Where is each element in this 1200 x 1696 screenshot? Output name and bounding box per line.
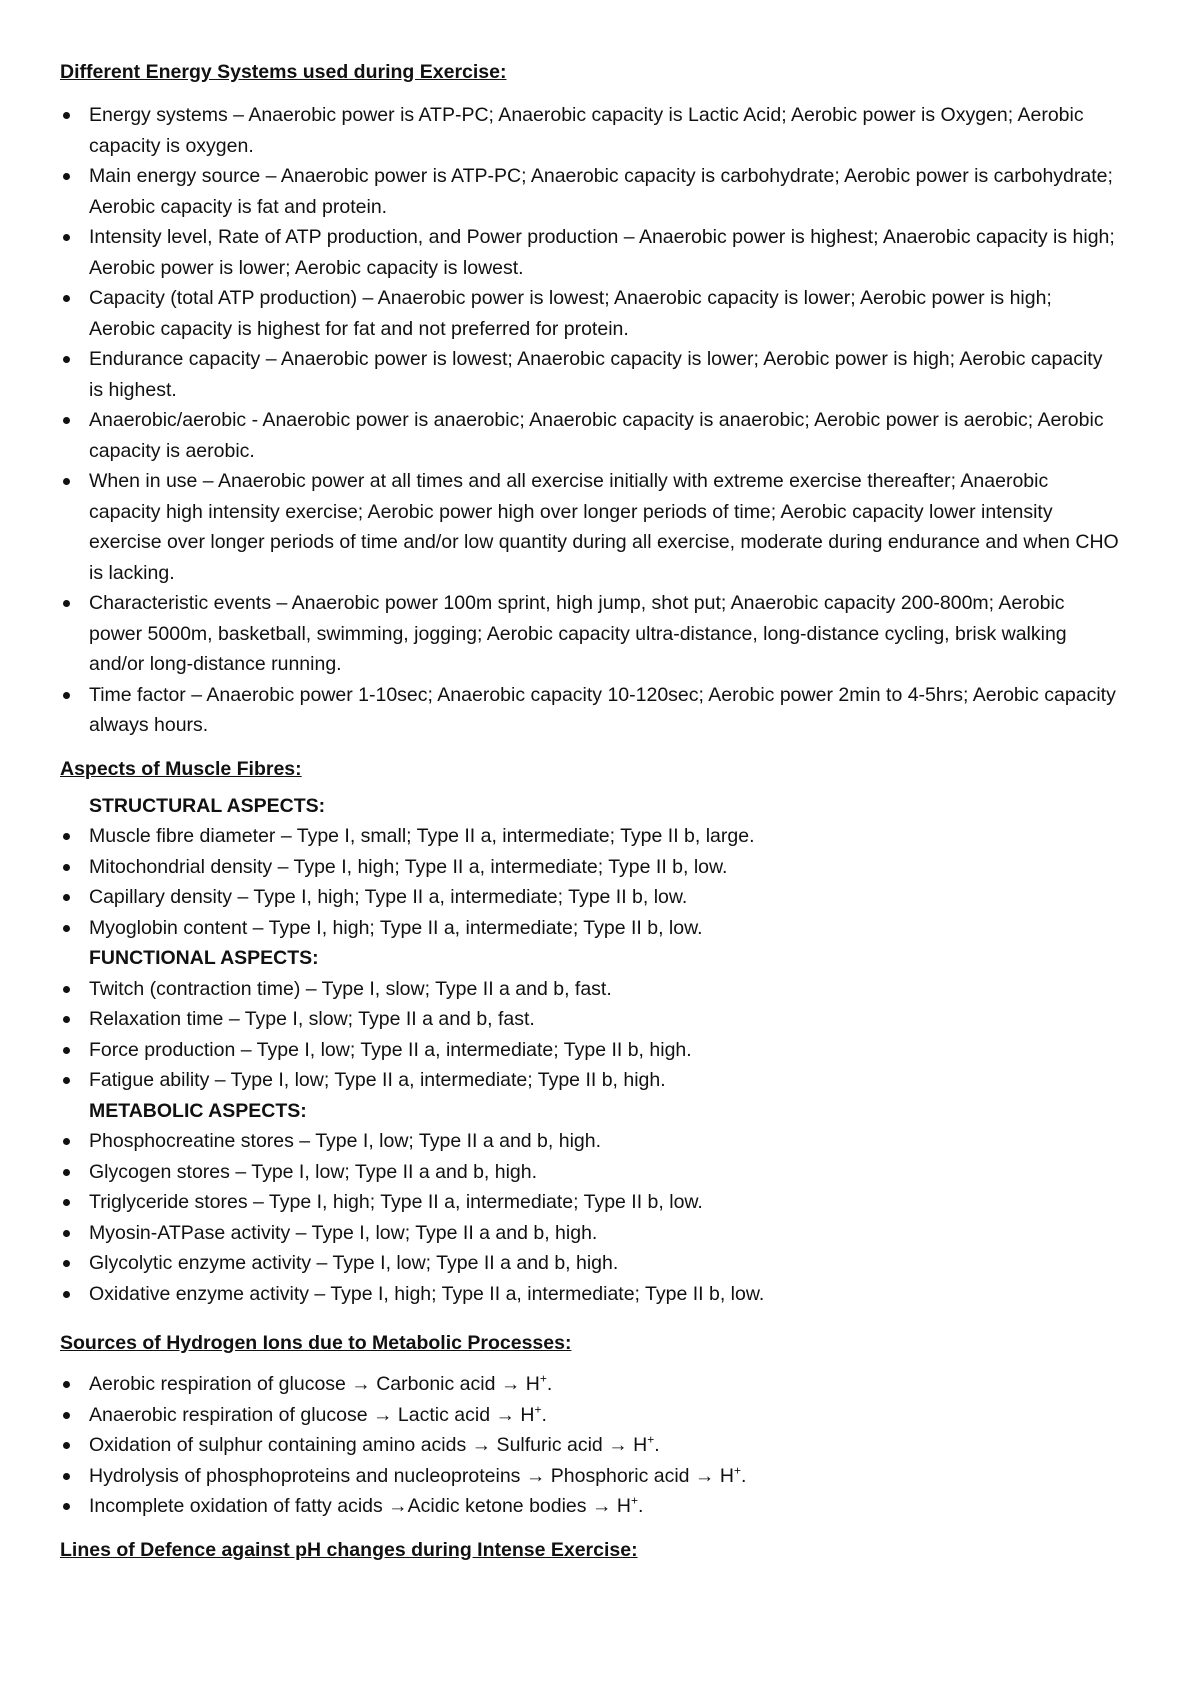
- list-item: Glycolytic enzyme activity – Type I, low; Type II a and b, high.: [60, 1248, 1120, 1279]
- list-item: Muscle fibre diameter – Type I, small; Type II a, intermediate; Type II b, large.: [60, 821, 1120, 852]
- list-item: Anaerobic respiration of glucose → Lactic acid → H+.: [60, 1400, 1120, 1431]
- list-item: Oxidation of sulphur containing amino acids → Sulfuric acid → H+.: [60, 1430, 1120, 1461]
- ion-charge: +: [534, 1402, 542, 1416]
- list-item: Main energy source – Anaerobic power is ATP-PC; Anaerobic capacity is carbohydrate; Aerobic power is carbohydrate; Aerobic capacity is fat and protein.: [60, 161, 1120, 222]
- list-item: Phosphocreatine stores – Type I, low; Type II a and b, high.: [60, 1126, 1120, 1157]
- list-item-text: Anaerobic respiration of glucose → Lactic acid →: [89, 1403, 515, 1426]
- list-item-text: Hydrolysis of phosphoproteins and nucleoproteins → Phosphoric acid →: [89, 1464, 715, 1487]
- list-item: Energy systems – Anaerobic power is ATP-PC; Anaerobic capacity is Lactic Acid; Aerobic power is Oxygen; Aerobic capacity is oxygen.: [60, 100, 1120, 161]
- energy-systems-list: [60, 100, 1120, 741]
- energy-systems-heading: Different Energy Systems used during Exercise:: [60, 61, 507, 83]
- list-item: Time factor – Anaerobic power 1-10sec; Anaerobic capacity 10-120sec; Aerobic power 2min to 4-5hrs; Aerobic capacity always hours.: [60, 680, 1120, 741]
- list-item: Endurance capacity – Anaerobic power is lowest; Anaerobic capacity is lower; Aerobic power is high; Aerobic capacity is highest.: [60, 344, 1120, 405]
- list-item: Relaxation time – Type I, slow; Type II a and b, fast.: [60, 1004, 1120, 1035]
- functional-aspects-title: FUNCTIONAL ASPECTS:: [89, 947, 319, 969]
- defence-section: [60, 1536, 1120, 1564]
- metabolic-aspects-list: [60, 1126, 1120, 1309]
- list-item: Capacity (total ATP production) – Anaerobic power is lowest; Anaerobic capacity is lower; Aerobic power is high; Aerobic capacity is highest for fat and not preferred for protein.: [60, 283, 1120, 344]
- list-item-text: Aerobic respiration of glucose → Carbonic acid →: [89, 1373, 521, 1395]
- list-item-text: Oxidation of sulphur containing amino acids → Sulfuric acid →: [89, 1434, 628, 1456]
- list-item: Hydrolysis of phosphoproteins and nucleoproteins → Phosphoric acid → H+.: [60, 1461, 1120, 1492]
- hydrogen-ion: H: [633, 1434, 648, 1456]
- muscle-fibres-heading: Aspects of Muscle Fibres:: [60, 757, 302, 780]
- list-item: Fatigue ability – Type I, low; Type II a, intermediate; Type II b, high.: [60, 1065, 1120, 1096]
- list-item: Incomplete oxidation of fatty acids →Acidic ketone bodies → H+.: [60, 1491, 1120, 1522]
- list-item: Mitochondrial density – Type I, high; Type II a, intermediate; Type II b, low.: [60, 852, 1120, 883]
- list-item: Characteristic events – Anaerobic power 100m sprint, high jump, shot put; Anaerobic capacity 200-800m; Aerobic power 5000m, basketball, swimming, jogging; Aerobic capacity ultra-distance, long-distance cycling, brisk walking and/or long-distance running.: [60, 588, 1120, 680]
- hydrogen-ion: H: [719, 1464, 734, 1487]
- muscle-fibres-section: [60, 755, 1120, 1310]
- hydrogen-ion: H: [525, 1373, 540, 1395]
- energy-systems-section: [60, 58, 1120, 741]
- list-item: Intensity level, Rate of ATP production, and Power production – Anaerobic power is highest; Anaerobic capacity is high; Aerobic power is lower; Aerobic capacity is lowest.: [60, 222, 1120, 283]
- ion-charge: +: [630, 1493, 638, 1508]
- hydrogen-ions-section: [60, 1329, 1120, 1522]
- list-item: Capillary density – Type I, high; Type II a, intermediate; Type II b, low.: [60, 882, 1120, 913]
- structural-aspects-list: [60, 821, 1120, 943]
- list-item: Myosin-ATPase activity – Type I, low; Type II a and b, high.: [60, 1218, 1120, 1249]
- hydrogen-ion: H: [616, 1495, 631, 1517]
- list-item: Triglyceride stores – Type I, high; Type II a, intermediate; Type II b, low.: [60, 1187, 1120, 1218]
- hydrogen-ion: H: [520, 1403, 535, 1426]
- ion-charge: +: [647, 1432, 655, 1447]
- list-item: Anaerobic/aerobic - Anaerobic power is anaerobic; Anaerobic capacity is anaerobic; Aerobic power is aerobic; Aerobic capacity is aerobic.: [60, 405, 1120, 466]
- hydrogen-ions-heading: Sources of Hydrogen Ions due to Metabolic Processes:: [60, 1332, 572, 1354]
- defence-heading: Lines of Defence against pH changes during Intense Exercise:: [60, 1538, 638, 1561]
- structural-aspects-title: STRUCTURAL ASPECTS:: [89, 794, 326, 817]
- functional-aspects-list: [60, 974, 1120, 1096]
- hydrogen-ions-list: [60, 1369, 1120, 1522]
- list-item: Twitch (contraction time) – Type I, slow; Type II a and b, fast.: [60, 974, 1120, 1005]
- list-item-text: Incomplete oxidation of fatty acids →Acidic ketone bodies →: [89, 1495, 612, 1517]
- ion-charge: +: [733, 1463, 741, 1477]
- list-item: Aerobic respiration of glucose → Carbonic acid → H+.: [60, 1369, 1120, 1400]
- metabolic-aspects-title: METABOLIC ASPECTS:: [89, 1099, 307, 1122]
- list-item: Myoglobin content – Type I, high; Type II a, intermediate; Type II b, low.: [60, 913, 1120, 944]
- list-item: When in use – Anaerobic power at all times and all exercise initially with extreme exercise thereafter; Anaerobic capacity high intensity exercise; Aerobic power high over longer periods of time; Aerobic capacity lower intensity exercise over longer periods of time and/or low quantity during all exercise, moderate during endurance and when CHO is lacking.: [60, 466, 1120, 588]
- ion-charge: +: [539, 1371, 547, 1386]
- list-item: Glycogen stores – Type I, low; Type II a and b, high.: [60, 1157, 1120, 1188]
- list-item: Oxidative enzyme activity – Type I, high; Type II a, intermediate; Type II b, low.: [60, 1279, 1120, 1310]
- list-item: Force production – Type I, low; Type II a, intermediate; Type II b, high.: [60, 1035, 1120, 1066]
